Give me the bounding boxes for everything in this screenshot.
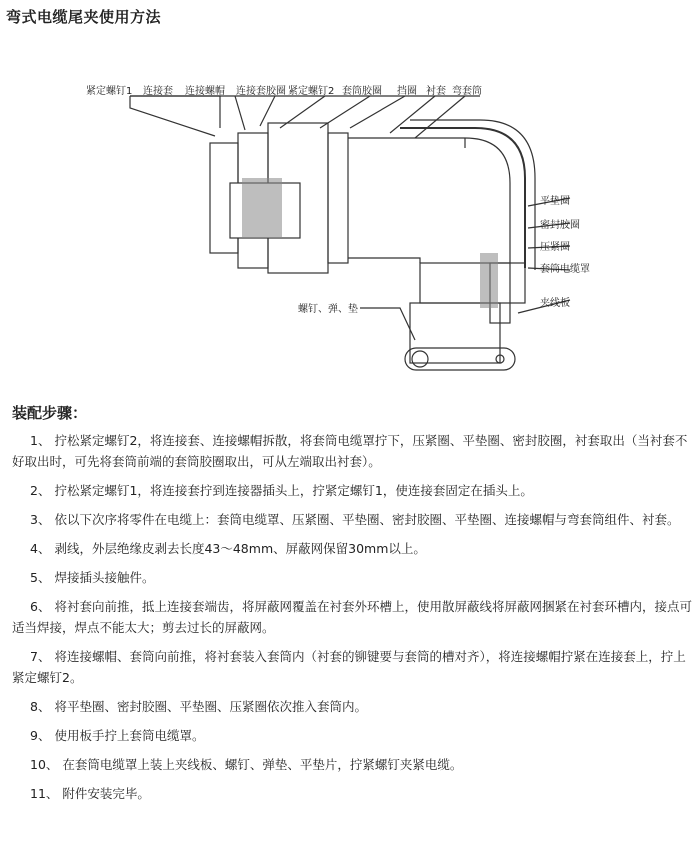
page-title: 弯式电缆尾夹使用方法 [6, 8, 162, 26]
label-bend-barrel: 弯套筒 [452, 86, 482, 97]
step-7: 7、 将连接螺帽、套筒向前推，将衬套装入套筒内（衬套的铆键要与套筒的槽对齐），将连接螺帽拧紧在连接套上，拧上紧定螺钉2。 [12, 649, 686, 685]
step-2: 2、 拧松紧定螺钉1，将连接套拧到连接器插头上，拧紧定螺钉1，使连接套固定在插头上。 [30, 483, 533, 498]
assembly-diagram [70, 78, 590, 378]
label-liner: 衬套 [426, 86, 446, 97]
step-11: 11、 附件安装完毕。 [30, 786, 150, 801]
step-9: 9、 使用板手拧上套筒电缆罩。 [30, 728, 205, 743]
step-6: 6、 将衬套向前推，抵上连接套端齿，将屏蔽网覆盖在衬套外环槽上，使用散屏蔽线将屏蔽网捆紧在衬套环槽内，接点可适当焊接，焊点不能太大；剪去过长的屏蔽网。 [12, 599, 692, 635]
step-8: 8、 将平垫圈、密封胶圈、平垫圈、压紧圈依次推入套筒内。 [30, 699, 367, 714]
label-connect-nut: 连接螺帽 [185, 86, 225, 97]
step-4: 4、 剥线，外层绝缘皮剥去长度43～48mm、屏蔽网保留30mm以上。 [30, 541, 426, 556]
step-1: 1、 拧松紧定螺钉2，将连接套、连接螺帽拆散，将套筒电缆罩拧下，压紧圈、平垫圈、密封胶圈，衬套取出（当衬套不好取出时，可先将套筒前端的套筒胶圈取出，可从左端取出衬套）。 [12, 433, 688, 469]
label-screw-washer: 螺钉、弹、垫 [298, 304, 358, 315]
label-retaining-ring: 挡圈 [397, 86, 417, 97]
steps-title: 装配步骤： [12, 404, 88, 422]
steps-list [12, 430, 692, 812]
step-10: 10、 在套筒电缆罩上装上夹线板、螺钉、弹垫、平垫片，拧紧螺钉夹紧电缆。 [30, 757, 463, 772]
label-barrel-rubber-ring: 套筒胶圈 [342, 86, 382, 97]
cable-clamp-drawing [70, 78, 590, 378]
label-flat-washer: 平垫圈 [540, 196, 570, 207]
step-5: 5、 焊接插头接触件。 [30, 570, 155, 585]
label-seal-rubber-ring: 密封胶圈 [540, 220, 580, 231]
label-cable-cover: 套筒电缆罩 [540, 264, 590, 275]
label-connect-sleeve: 连接套 [143, 86, 173, 97]
label-tighten-screw-2: 紧定螺钉2 [288, 86, 335, 97]
label-sleeve-rubber-ring: 连接套胶圈 [236, 86, 286, 97]
label-clamp-plate: 夹线板 [540, 298, 570, 309]
step-3: 3、 依以下次序将零件在电缆上：套筒电缆罩、压紧圈、平垫圈、密封胶圈、平垫圈、连接螺帽与弯套筒组件、衬套。 [30, 512, 680, 527]
label-tighten-screw-1: 紧定螺钉1 [86, 86, 133, 97]
label-press-ring: 压紧圈 [540, 242, 570, 253]
